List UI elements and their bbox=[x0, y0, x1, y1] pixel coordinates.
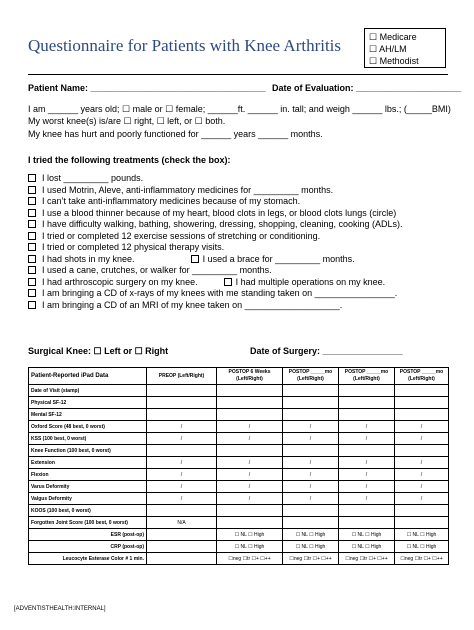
table-cell[interactable] bbox=[147, 397, 217, 409]
table-cell[interactable]: / bbox=[147, 481, 217, 493]
table-cell[interactable] bbox=[217, 445, 283, 457]
treatment-item[interactable]: I am bringing a CD of x-rays of my knees with me standing taken on ________________. bbox=[28, 288, 403, 300]
table-cell[interactable]: / bbox=[217, 433, 283, 445]
table-cell[interactable]: / bbox=[283, 457, 339, 469]
table-row bbox=[29, 541, 449, 553]
table-cell[interactable] bbox=[217, 397, 283, 409]
row-label: Leucocyte Esterase Color # 1 min. bbox=[29, 553, 147, 565]
option-methodist[interactable]: ☐ Methodist bbox=[369, 56, 419, 66]
table-cell[interactable] bbox=[147, 541, 217, 553]
page-title: Questionnaire for Patients with Knee Arthritis bbox=[28, 36, 342, 55]
table-cell[interactable]: ☐ NL ☐ High bbox=[395, 541, 449, 553]
table-cell[interactable]: / bbox=[217, 457, 283, 469]
table-cell[interactable]: / bbox=[283, 469, 339, 481]
table-body bbox=[29, 385, 449, 565]
table-cell[interactable]: / bbox=[217, 421, 283, 433]
column-header: Patient-Reported iPad Data bbox=[29, 368, 147, 385]
row-label: CRP (post-op) bbox=[29, 541, 147, 553]
table-row bbox=[29, 469, 449, 481]
evaluation-date-field[interactable]: Date of Evaluation: _____________________ bbox=[272, 83, 462, 93]
option-medicare[interactable]: ☐ Medicare bbox=[369, 32, 417, 42]
table-cell[interactable]: / bbox=[339, 433, 395, 445]
table-cell[interactable]: / bbox=[147, 457, 217, 469]
row-label: Extension bbox=[29, 457, 147, 469]
table-cell[interactable]: / bbox=[395, 493, 449, 505]
column-header: PREOP (Left/Right) bbox=[147, 368, 217, 385]
table-cell[interactable] bbox=[339, 397, 395, 409]
table-cell[interactable] bbox=[395, 445, 449, 457]
table-cell[interactable] bbox=[217, 385, 283, 397]
table-row bbox=[29, 409, 449, 421]
checkbox[interactable] bbox=[28, 232, 36, 240]
treatments-header: I tried the following treatments (check the box): bbox=[28, 155, 231, 165]
checkbox[interactable] bbox=[191, 255, 199, 263]
table-cell[interactable]: ☐ NL ☐ High bbox=[217, 529, 283, 541]
table-cell[interactable]: / bbox=[395, 469, 449, 481]
table-cell[interactable] bbox=[283, 505, 339, 517]
table-cell[interactable] bbox=[217, 517, 283, 529]
checkbox[interactable] bbox=[28, 243, 36, 251]
table-cell[interactable] bbox=[339, 409, 395, 421]
row-label: Date of Visit (stamp) bbox=[29, 385, 147, 397]
table-cell[interactable]: N/A bbox=[147, 517, 217, 529]
table-cell[interactable] bbox=[147, 385, 217, 397]
row-label: KSS (100 best, 0 worst) bbox=[29, 433, 147, 445]
row-label: Mental SF-12 bbox=[29, 409, 147, 421]
row-label: ESR (post-op) bbox=[29, 529, 147, 541]
table-cell[interactable]: / bbox=[147, 493, 217, 505]
table-cell[interactable]: ☐ NL ☐ High bbox=[217, 541, 283, 553]
table-cell[interactable] bbox=[283, 409, 339, 421]
table-cell[interactable] bbox=[147, 529, 217, 541]
table-cell[interactable]: / bbox=[283, 433, 339, 445]
table-cell[interactable]: / bbox=[283, 481, 339, 493]
treatment-item[interactable]: I have difficulty walking, bathing, showering, dressing, shopping, cleaning, cooking (ADLs). bbox=[28, 219, 403, 231]
treatments-list bbox=[28, 173, 403, 311]
table-cell[interactable] bbox=[217, 505, 283, 517]
column-header: POSTOP _____mo (Left/Right) bbox=[395, 368, 449, 385]
table-row bbox=[29, 517, 449, 529]
patient-name-field[interactable]: Patient Name: ___________________________________ bbox=[28, 83, 266, 93]
table-row bbox=[29, 421, 449, 433]
row-label: Varus Deformity bbox=[29, 481, 147, 493]
table-cell[interactable]: / bbox=[339, 457, 395, 469]
table-cell[interactable] bbox=[395, 517, 449, 529]
table-cell[interactable] bbox=[395, 397, 449, 409]
table-row bbox=[29, 397, 449, 409]
treatment-item[interactable]: I used a cane, crutches, or walker for _________ months. bbox=[28, 265, 403, 277]
row-label: KOOS (100 best, 0 worst) bbox=[29, 505, 147, 517]
treatment-item[interactable]: I had shots in my knee. I used a brace for _________ months. bbox=[28, 254, 403, 266]
treatment-item[interactable]: I can’t take anti-inflammatory medicines because of my stomach. bbox=[28, 196, 403, 208]
ipad-data-table bbox=[28, 367, 449, 565]
table-row bbox=[29, 457, 449, 469]
column-header: POSTOP 6 Weeks (Left/Right) bbox=[217, 368, 283, 385]
treatment-item[interactable]: I am bringing a CD of an MRI of my knee taken on ___________________. bbox=[28, 300, 403, 312]
surgical-knee-field[interactable]: Surgical Knee: ☐ Left or ☐ Right bbox=[28, 346, 169, 356]
row-label: Valgus Deformity bbox=[29, 493, 147, 505]
table-cell[interactable] bbox=[395, 409, 449, 421]
duration-line[interactable]: My knee has hurt and poorly functioned for ______ years ______ months. bbox=[28, 129, 323, 139]
table-row bbox=[29, 505, 449, 517]
row-label: Forgotten Joint Score (100 best, 0 worst) bbox=[29, 517, 147, 529]
table-cell[interactable]: ☐neg ☐tr ☐+ ☐++ bbox=[217, 553, 283, 565]
table-cell[interactable] bbox=[339, 517, 395, 529]
title-divider bbox=[28, 74, 448, 75]
table-cell[interactable]: / bbox=[395, 457, 449, 469]
table-cell[interactable]: ☐ NL ☐ High bbox=[395, 529, 449, 541]
checkbox[interactable] bbox=[28, 220, 36, 228]
table-cell[interactable]: ☐neg ☐tr ☐+ ☐++ bbox=[395, 553, 449, 565]
table-cell[interactable]: / bbox=[283, 493, 339, 505]
row-label: Flexion bbox=[29, 469, 147, 481]
table-cell[interactable]: ☐ NL ☐ High bbox=[283, 541, 339, 553]
table-cell[interactable] bbox=[339, 445, 395, 457]
table-cell[interactable]: ☐neg ☐tr ☐+ ☐++ bbox=[283, 553, 339, 565]
classification-tag: [ADVENTISTHEALTH:INTERNAL] bbox=[14, 606, 106, 612]
table-cell[interactable] bbox=[147, 409, 217, 421]
table-cell[interactable] bbox=[283, 397, 339, 409]
table-cell[interactable] bbox=[339, 385, 395, 397]
table-cell[interactable] bbox=[217, 409, 283, 421]
checkbox[interactable] bbox=[28, 255, 36, 263]
table-cell[interactable]: / bbox=[395, 421, 449, 433]
table-cell[interactable] bbox=[283, 445, 339, 457]
table-cell[interactable]: / bbox=[339, 469, 395, 481]
table-cell[interactable]: / bbox=[147, 469, 217, 481]
table-cell[interactable]: ☐neg ☐tr ☐+ ☐++ bbox=[339, 553, 395, 565]
treatment-item[interactable]: I had arthroscopic surgery on my knee. I had multiple operations on my knee. bbox=[28, 277, 403, 289]
row-label: Knee Function (100 best, 0 worst) bbox=[29, 445, 147, 457]
table-row bbox=[29, 481, 449, 493]
table-row bbox=[29, 433, 449, 445]
table-cell[interactable] bbox=[283, 517, 339, 529]
checkbox[interactable] bbox=[28, 197, 36, 205]
table-cell[interactable]: / bbox=[147, 433, 217, 445]
table-cell[interactable]: / bbox=[395, 433, 449, 445]
treatment-item[interactable]: I tried or completed 12 physical therapy visits. bbox=[28, 242, 403, 254]
table-cell[interactable] bbox=[395, 505, 449, 517]
table-header-row bbox=[29, 368, 449, 385]
table-cell[interactable] bbox=[395, 385, 449, 397]
table-cell[interactable]: / bbox=[339, 421, 395, 433]
table-cell[interactable]: / bbox=[339, 493, 395, 505]
table-cell[interactable] bbox=[339, 505, 395, 517]
checkbox[interactable] bbox=[28, 301, 36, 309]
checkbox[interactable] bbox=[28, 278, 36, 286]
treatment-item[interactable]: I tried or completed 12 exercise sessions of stretching or conditioning. bbox=[28, 231, 403, 243]
column-header: POSTOP _____mo (Left/Right) bbox=[339, 368, 395, 385]
table-cell[interactable]: ☐ NL ☐ High bbox=[283, 529, 339, 541]
treatment-item[interactable]: I lost _________ pounds. bbox=[28, 173, 403, 185]
table-row bbox=[29, 385, 449, 397]
table-cell[interactable]: / bbox=[339, 481, 395, 493]
table-row bbox=[29, 529, 449, 541]
table-cell[interactable] bbox=[147, 505, 217, 517]
worst-knee-line[interactable]: My worst knee(s) is/are ☐ right, ☐ left, or ☐ both. bbox=[28, 116, 226, 126]
table-cell[interactable]: / bbox=[283, 421, 339, 433]
table-cell[interactable]: / bbox=[217, 481, 283, 493]
table-row bbox=[29, 553, 449, 565]
surgery-date-field[interactable]: Date of Surgery: ________________ bbox=[250, 346, 403, 356]
checkbox[interactable] bbox=[28, 209, 36, 217]
checkbox[interactable] bbox=[28, 174, 36, 182]
row-label: Physical SF-12 bbox=[29, 397, 147, 409]
checkbox[interactable] bbox=[28, 289, 36, 297]
table-cell[interactable]: / bbox=[217, 493, 283, 505]
table-cell[interactable]: ☐ NL ☐ High bbox=[339, 541, 395, 553]
table-cell[interactable]: ☐ NL ☐ High bbox=[339, 529, 395, 541]
table-cell[interactable] bbox=[147, 553, 217, 565]
column-header: POSTOP _____mo (Left/Right) bbox=[283, 368, 339, 385]
table-cell[interactable]: / bbox=[147, 421, 217, 433]
checkbox[interactable] bbox=[224, 278, 232, 286]
table-cell[interactable] bbox=[147, 445, 217, 457]
treatment-item[interactable]: I used Motrin, Aleve, anti-inflammatory medicines for _________ months. bbox=[28, 185, 403, 197]
checkbox[interactable] bbox=[28, 266, 36, 274]
age-sex-height-weight-line[interactable]: I am ______ years old; ☐ male or ☐ female; ______ft. ______ in. tall; and weigh ______ lbs.; (_____BMI) bbox=[28, 104, 451, 114]
row-label: Oxford Score (48 best, 0 worst) bbox=[29, 421, 147, 433]
table-cell[interactable] bbox=[283, 385, 339, 397]
checkbox[interactable] bbox=[28, 186, 36, 194]
table-row bbox=[29, 493, 449, 505]
option-ah-lm[interactable]: ☐ AH/LM bbox=[369, 44, 407, 54]
table-cell[interactable]: / bbox=[395, 481, 449, 493]
treatment-item[interactable]: I use a blood thinner because of my heart, blood clots in legs, or blood clots lungs (circle) bbox=[28, 208, 403, 220]
table-cell[interactable]: / bbox=[217, 469, 283, 481]
table-row bbox=[29, 445, 449, 457]
payer-options-box bbox=[364, 28, 446, 68]
